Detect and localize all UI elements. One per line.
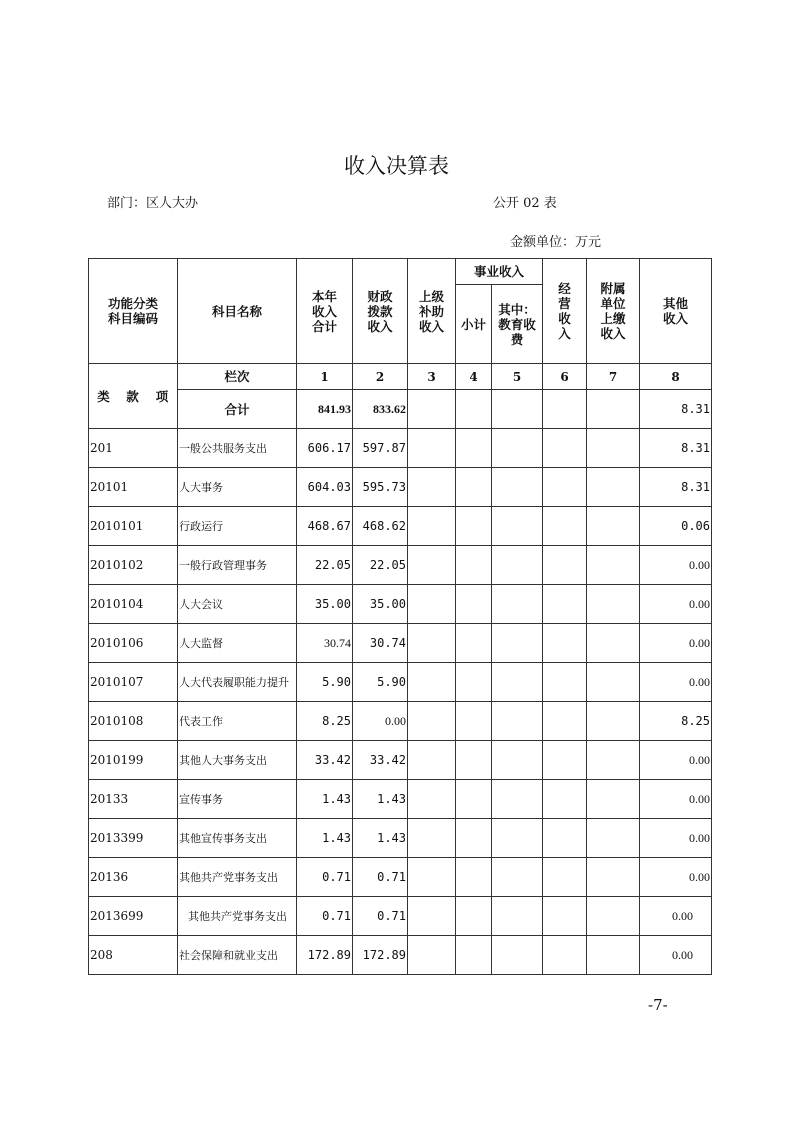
row-name: 人大事务 — [178, 468, 297, 507]
row-total: 1.43 — [297, 819, 353, 858]
header-subtotal: 小计 — [456, 285, 492, 364]
header-other: 其他收入 — [640, 259, 712, 364]
total-row — [89, 390, 712, 429]
table-row — [89, 468, 712, 507]
row-fiscal: 30.74 — [353, 624, 408, 663]
table-row — [89, 780, 712, 819]
row-total: 5.90 — [297, 663, 353, 702]
header-fiscal: 财政拨款收入 — [353, 259, 408, 364]
row-total: 606.17 — [297, 429, 353, 468]
row-code: 2010107 — [89, 663, 178, 702]
row-fiscal: 35.00 — [353, 585, 408, 624]
total-fiscal-value: 833.62 — [353, 390, 408, 429]
row-code: 2010106 — [89, 624, 178, 663]
department-label: 部门：区人大办 — [107, 196, 199, 211]
row-name: 其他宣传事务支出 — [178, 819, 297, 858]
header-lei: 类 — [97, 389, 110, 404]
table-row — [89, 936, 712, 975]
row-code: 2013399 — [89, 819, 178, 858]
row-fiscal: 595.73 — [353, 468, 408, 507]
row-fiscal: 468.62 — [353, 507, 408, 546]
row-fiscal: 33.42 — [353, 741, 408, 780]
row-other: 8.31 — [640, 468, 712, 507]
col-index-8: 8 — [640, 364, 712, 390]
header-xiang: 项 — [155, 389, 169, 404]
header-superior-subsidy: 上级补助收入 — [408, 259, 456, 364]
row-fiscal: 1.43 — [353, 819, 408, 858]
total-other-value: 8.31 — [640, 390, 712, 429]
row-total: 0.71 — [297, 858, 353, 897]
row-name: 行政运行 — [178, 507, 297, 546]
row-code: 2010102 — [89, 546, 178, 585]
total-label: 合计 — [178, 390, 297, 429]
row-name: 一般公共服务支出 — [178, 429, 297, 468]
row-total: 0.71 — [297, 897, 353, 936]
row-name: 人大会议 — [178, 585, 297, 624]
header-lei-kuan-xiang — [89, 364, 178, 429]
row-other: 0.00 — [640, 741, 712, 780]
row-other: 0.00 — [640, 585, 712, 624]
row-other: 0.00 — [640, 663, 712, 702]
row-other: 0.00 — [640, 819, 712, 858]
table-row — [89, 819, 712, 858]
table-row — [89, 897, 712, 936]
col-index-1: 1 — [297, 364, 353, 390]
table-row — [89, 429, 712, 468]
amount-unit: 金额单位：万元 — [510, 235, 602, 250]
header-func-code: 功能分类科目编码 — [89, 259, 178, 364]
income-table — [88, 258, 712, 975]
col-index-5: 5 — [492, 364, 543, 390]
table-row — [89, 741, 712, 780]
row-total: 33.42 — [297, 741, 353, 780]
row-other: 8.25 — [640, 702, 712, 741]
row-code: 2013699 — [89, 897, 178, 936]
row-total: 604.03 — [297, 468, 353, 507]
row-fiscal: 5.90 — [353, 663, 408, 702]
row-fiscal: 1.43 — [353, 780, 408, 819]
table-row — [89, 585, 712, 624]
row-total: 172.89 — [297, 936, 353, 975]
row-other: 0.00 — [640, 546, 712, 585]
header-operating: 经营收入 — [543, 259, 587, 364]
row-total: 35.00 — [297, 585, 353, 624]
form-number: 公开 02 表 — [493, 196, 557, 211]
row-fiscal: 0.71 — [353, 897, 408, 936]
row-total: 468.67 — [297, 507, 353, 546]
row-name: 一般行政管理事务 — [178, 546, 297, 585]
row-other: 0.00 — [640, 936, 712, 975]
col-index-4: 4 — [456, 364, 492, 390]
row-other: 0.00 — [640, 780, 712, 819]
table-row — [89, 663, 712, 702]
header-subject-name: 科目名称 — [178, 259, 297, 364]
row-name: 人大代表履职能力提升 — [178, 663, 297, 702]
row-code: 20133 — [89, 780, 178, 819]
row-name: 宣传事务 — [178, 780, 297, 819]
table-row — [89, 546, 712, 585]
row-name: 代表工作 — [178, 702, 297, 741]
row-name: 人大监督 — [178, 624, 297, 663]
table-row — [89, 858, 712, 897]
row-total: 30.74 — [297, 624, 353, 663]
table-row — [89, 702, 712, 741]
row-name: 社会保障和就业支出 — [178, 936, 297, 975]
page-title: 收入决算表 — [344, 154, 449, 178]
total-income-value: 841.93 — [297, 390, 353, 429]
row-code: 2010104 — [89, 585, 178, 624]
row-other: 8.31 — [640, 429, 712, 468]
header-total-income: 本年收入合计 — [297, 259, 353, 364]
header-kuan: 款 — [126, 389, 139, 404]
col-index-7: 7 — [587, 364, 640, 390]
row-other: 0.00 — [640, 624, 712, 663]
table-row — [89, 624, 712, 663]
row-total: 1.43 — [297, 780, 353, 819]
row-fiscal: 597.87 — [353, 429, 408, 468]
row-code: 208 — [89, 936, 178, 975]
header-education-fee: 其中：教育收费 — [492, 285, 543, 364]
row-code: 201 — [89, 429, 178, 468]
row-code: 2010101 — [89, 507, 178, 546]
row-fiscal: 0.71 — [353, 858, 408, 897]
col-index-6: 6 — [543, 364, 587, 390]
row-total: 22.05 — [297, 546, 353, 585]
row-total: 8.25 — [297, 702, 353, 741]
row-code: 20101 — [89, 468, 178, 507]
row-other: 0.00 — [640, 858, 712, 897]
row-fiscal: 172.89 — [353, 936, 408, 975]
row-name: 其他共产党事务支出 — [178, 897, 297, 936]
row-fiscal: 0.00 — [353, 702, 408, 741]
col-index-2: 2 — [353, 364, 408, 390]
col-index-3: 3 — [408, 364, 456, 390]
row-other: 0.00 — [640, 897, 712, 936]
row-name: 其他人大事务支出 — [178, 741, 297, 780]
header-col-index: 栏次 — [178, 364, 297, 390]
row-other: 0.06 — [640, 507, 712, 546]
row-code: 2010108 — [89, 702, 178, 741]
row-code: 2010199 — [89, 741, 178, 780]
page-number: -7- — [648, 996, 668, 1014]
row-code: 20136 — [89, 858, 178, 897]
header-affiliated: 附属单位上缴收入 — [587, 259, 640, 364]
row-name: 其他共产党事务支出 — [178, 858, 297, 897]
table-row — [89, 507, 712, 546]
row-fiscal: 22.05 — [353, 546, 408, 585]
header-business-income: 事业收入 — [456, 259, 543, 285]
